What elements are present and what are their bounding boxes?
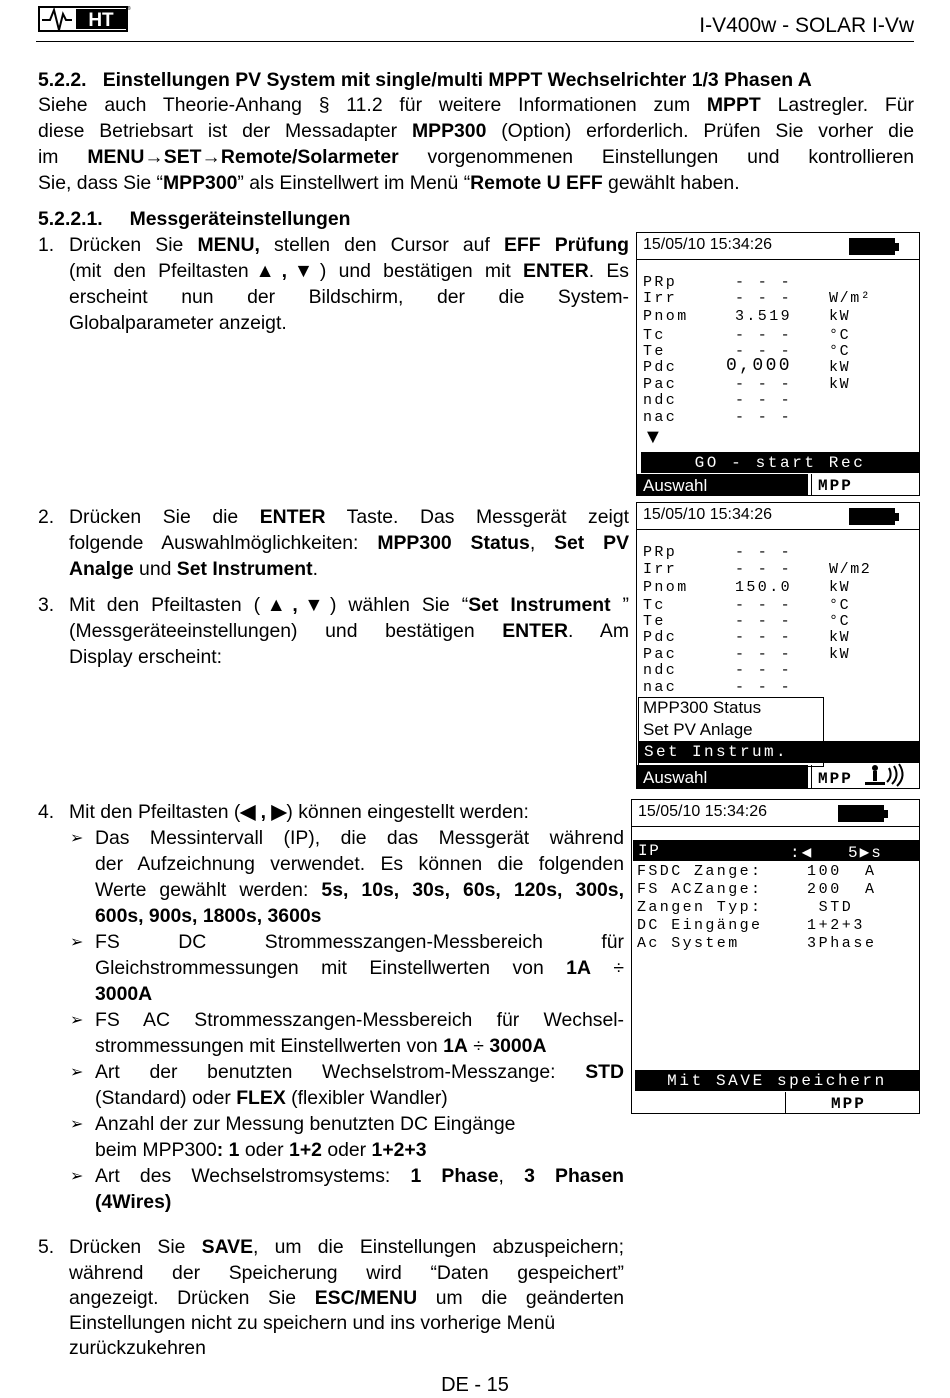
lcd-label: Te bbox=[643, 613, 666, 630]
bullet-1-line-1: Das Messintervall (IP), die das Messgerät während bbox=[95, 827, 624, 849]
lcd-value: - - - bbox=[734, 409, 792, 426]
setting-label: FS ACZange: bbox=[637, 881, 763, 898]
step-2-line-1: Drücken Sie die ENTER Taste. Das Messgerät zeigt bbox=[69, 506, 629, 528]
softkey-auswahl[interactable] bbox=[637, 474, 808, 496]
bullet-3-line-2: strommessungen mit Einstellwerten von 1A ÷ 3000A bbox=[95, 1035, 547, 1057]
step-2-line-3: Analge und Set Instrument. bbox=[69, 558, 318, 580]
setting-value[interactable]: STD bbox=[807, 899, 854, 916]
lcd-unit: W/m2 bbox=[829, 561, 872, 578]
step-4-line-1: Mit den Pfeiltasten (◀ , ▶) können eingestellt werden: bbox=[69, 801, 529, 823]
bullet-2-line-1: FS DC Strommesszangen-Messbereich für bbox=[95, 931, 624, 953]
setting-label: Zangen Typ: bbox=[637, 899, 763, 916]
bullet-2-line-2: Gleichstrommessungen mit Einstellwerten von 1A ÷ bbox=[95, 957, 625, 979]
intro-line-3: im MENU→SET→Remote/Solarmeter vorgenommenen Einstellungen und kontrollieren bbox=[38, 146, 914, 168]
lcd-label: Pac bbox=[643, 646, 678, 663]
intro-line-4: Sie, dass Sie “MPP300” als Einstellwert im Menü “Remote U EFF gewählt haben. bbox=[38, 172, 740, 194]
scroll-down-arrow-icon: ▼ bbox=[643, 426, 663, 448]
softkey-label: MPP bbox=[818, 770, 853, 788]
lcd-unit: °C bbox=[829, 343, 851, 360]
logo-text: HT bbox=[88, 10, 114, 31]
bullet-2-line-3: 3000A bbox=[95, 983, 153, 1005]
ip-label: IP bbox=[638, 842, 661, 860]
status-text: Mit SAVE speichern bbox=[667, 1072, 887, 1090]
lcd-label: Pnom bbox=[643, 308, 689, 325]
lcd-label: ndc bbox=[643, 392, 678, 409]
softkey-label: Auswahl bbox=[643, 768, 708, 787]
menu-item-label: Set Instrum. bbox=[644, 743, 789, 761]
step-5-line-1: Drücken Sie SAVE, um die Einstellungen abzuspeichern; bbox=[69, 1236, 624, 1258]
lcd-value: - - - bbox=[734, 376, 792, 393]
step-1-line-4: Globalparameter anzeigt. bbox=[69, 312, 287, 334]
lcd-label: PRp bbox=[643, 544, 678, 561]
lcd-label: Te bbox=[643, 343, 666, 360]
step-3-line-1: Mit den Pfeiltasten (▲,▼) wählen Sie “Set Instrument ” bbox=[69, 594, 629, 616]
lcd-value: - - - bbox=[734, 597, 792, 614]
lcd-value: - - - bbox=[734, 662, 792, 679]
step-5-line-3: angezeigt. Drücken Sie ESC/MENU um die geänderten bbox=[69, 1287, 625, 1309]
setting-label: DC Eingänge bbox=[637, 917, 763, 934]
step-1-number: 1. bbox=[38, 234, 55, 256]
lcd-unit: °C bbox=[829, 613, 851, 630]
status-bar bbox=[641, 452, 919, 473]
step-1-line-1: Drücken Sie MENU, stellen den Cursor auf EFF Prüfung bbox=[69, 234, 630, 256]
softkey-mpp[interactable]: MPP bbox=[785, 1092, 921, 1114]
lcd-value: 150.0 bbox=[734, 579, 792, 596]
step-1-line-2: (mit den Pfeiltasten▲,▼) und bestätigen mit ENTER. Es bbox=[69, 260, 629, 282]
bullet-6-line-1: Art des Wechselstromsystems: 1 Phase, 3 Phasen bbox=[95, 1165, 624, 1187]
lcd-label: Pdc bbox=[643, 629, 678, 646]
lcd-value: - - - bbox=[734, 613, 792, 630]
datetime: 15/05/10 15:34:26 bbox=[643, 506, 773, 523]
intro-line-1: Siehe auch Theorie-Anhang § 11.2 für weitere Informationen zum MPPT Lastregler. Für bbox=[38, 94, 914, 116]
softkey-auswahl[interactable] bbox=[637, 765, 808, 789]
ip-interval-selector[interactable] bbox=[633, 840, 919, 861]
lcd-value: - - - bbox=[734, 327, 792, 344]
lcd-label: Irr bbox=[643, 561, 678, 578]
lcd-unit: °C bbox=[829, 327, 851, 344]
subsection-heading: 5.2.2.1. Messgeräteinstellungen bbox=[38, 208, 351, 230]
ht-logo bbox=[38, 4, 130, 34]
setting-value[interactable]: 1+2+3 bbox=[807, 917, 866, 934]
header-divider bbox=[36, 41, 914, 42]
lcd-value: - - - bbox=[734, 646, 792, 663]
bullet-4-line-2: (Standard) oder FLEX (flexibler Wandler) bbox=[95, 1087, 448, 1109]
step-5-number: 5. bbox=[38, 1236, 55, 1258]
lcd-screen-3 bbox=[631, 799, 920, 1114]
bullet-5-line-1: Anzahl der zur Messung benutzten DC Eingänge bbox=[95, 1113, 516, 1135]
step-2-line-2: folgende Auswahlmöglichkeiten: MPP300 Status, Set PV bbox=[69, 532, 630, 554]
lcd-value: - - - bbox=[734, 629, 792, 646]
lcd-value: - - - bbox=[734, 561, 792, 578]
lcd-unit: kW bbox=[829, 308, 851, 325]
lcd-value: - - - bbox=[734, 679, 792, 696]
battery-icon bbox=[849, 238, 895, 255]
bullet-icon: ➢ bbox=[70, 830, 84, 847]
lcd-value: - - - bbox=[734, 392, 792, 409]
section-heading: 5.2.2. Einstellungen PV System mit single/multi MPPT Wechselrichter 1/3 Phasen A bbox=[38, 69, 812, 91]
lcd-label: Irr bbox=[643, 290, 678, 307]
step-5-line-2: während der Speicherung wird “Daten gespeichert” bbox=[69, 1262, 624, 1284]
status-bar bbox=[635, 1070, 919, 1091]
lcd-value: - - - bbox=[734, 274, 792, 291]
status-text: GO - start Rec bbox=[694, 454, 866, 472]
lcd-value: 0,000 bbox=[725, 356, 792, 376]
lcd-screen-1 bbox=[636, 232, 920, 496]
lcd-label: ndc bbox=[643, 662, 678, 679]
step-3-line-3: Display erscheint: bbox=[69, 646, 223, 668]
bullet-icon: ➢ bbox=[70, 1012, 84, 1029]
datetime: 15/05/10 15:34:26 bbox=[638, 803, 768, 820]
softkey-label: Auswahl bbox=[643, 476, 708, 495]
lcd-unit: kW bbox=[829, 629, 851, 646]
lcd-unit: kW bbox=[829, 359, 851, 376]
lcd-value: - - - bbox=[734, 290, 792, 307]
step-1-line-3: erscheint nun der Bildschirm, der die System- bbox=[69, 286, 629, 308]
intro-line-2: diese Betriebsart ist der Messadapter MPP300 (Option) erforderlich. Prüfen Sie vorher die bbox=[38, 120, 914, 142]
menu-item-mpp300-status[interactable]: MPP300 Status bbox=[643, 698, 762, 717]
lcd-label: nac bbox=[643, 409, 678, 426]
bullet-icon: ➢ bbox=[70, 934, 84, 951]
document-title: I-V400w - SOLAR I-Vw bbox=[699, 14, 914, 37]
lcd-divider bbox=[637, 529, 919, 530]
lcd-label: Pac bbox=[643, 376, 678, 393]
lcd-divider bbox=[632, 826, 919, 827]
battery-icon bbox=[849, 508, 895, 525]
lcd-label: Pdc bbox=[643, 359, 678, 376]
lcd-value: 3.519 bbox=[734, 308, 792, 325]
arrow-right-icon: → bbox=[144, 146, 164, 168]
lcd-label: nac bbox=[643, 679, 678, 696]
step-2-number: 2. bbox=[38, 506, 55, 528]
setting-value[interactable]: 200 A bbox=[807, 881, 877, 898]
lcd-unit: kW bbox=[829, 376, 851, 393]
step-4-number: 4. bbox=[38, 801, 55, 823]
bullet-1-line-2: der Aufzeichnung verwendet. Es können die folgenden bbox=[95, 853, 624, 875]
bullet-icon: ➢ bbox=[70, 1064, 84, 1081]
page-number: DE - 15 bbox=[441, 1374, 509, 1396]
lcd-screen-2 bbox=[636, 502, 920, 789]
bullet-3-line-1: FS AC Strommesszangen-Messbereich für Wechsel- bbox=[95, 1009, 624, 1031]
lcd-divider bbox=[637, 259, 919, 260]
lcd-unit: W/m² bbox=[829, 290, 872, 307]
bullet-1-line-3: Werte gewählt werden: 5s, 10s, 30s, 60s, 120s, 300s, bbox=[95, 879, 624, 901]
lcd-unit: °C bbox=[829, 597, 851, 614]
setting-value[interactable]: 3Phase bbox=[807, 935, 877, 952]
lcd-unit: kW bbox=[829, 646, 851, 663]
lcd-label: PRp bbox=[643, 274, 678, 291]
lcd-label: Tc bbox=[643, 597, 666, 614]
menu-item-set-instrument[interactable] bbox=[638, 741, 919, 763]
remote-unit-signal-icon bbox=[861, 764, 909, 788]
bullet-icon: ➢ bbox=[70, 1168, 84, 1185]
step-5-line-5: zurückzukehren bbox=[69, 1337, 206, 1359]
softkey-mpp[interactable]: MPP bbox=[811, 474, 921, 496]
bullet-4-line-1: Art der benutzten Wechselstrom-Messzange: STD bbox=[95, 1061, 624, 1083]
menu-item-set-pv-anlage[interactable]: Set PV Anlage bbox=[643, 720, 753, 739]
bullet-6-line-2: (4Wires) bbox=[95, 1191, 172, 1213]
setting-label: Ac System bbox=[637, 935, 740, 952]
bullet-5-line-2: beim MPP300: 1 oder 1+2 oder 1+2+3 bbox=[95, 1139, 427, 1161]
step-3-number: 3. bbox=[38, 594, 55, 616]
step-3-line-2: (Messgeräteeinstellungen) und bestätigen ENTER. Am bbox=[69, 620, 629, 642]
svg-text:®: ® bbox=[127, 6, 131, 12]
lcd-value: - - - bbox=[734, 343, 792, 360]
lcd-label: Tc bbox=[643, 327, 666, 344]
battery-icon bbox=[838, 805, 884, 822]
setting-value[interactable]: 100 A bbox=[807, 863, 877, 880]
datetime: 15/05/10 15:34:26 bbox=[643, 236, 773, 253]
bullet-icon: ➢ bbox=[70, 1116, 84, 1133]
lcd-label: Pnom bbox=[643, 579, 689, 596]
lcd-value: - - - bbox=[734, 544, 792, 561]
setting-label: FSDC Zange: bbox=[637, 863, 763, 880]
bullet-1-line-4: 600s, 900s, 1800s, 3600s bbox=[95, 905, 322, 927]
step-5-line-4: Einstellungen nicht zu speichern und ins vorherige Menü bbox=[69, 1312, 556, 1334]
arrow-right-icon: → bbox=[201, 146, 221, 168]
lcd-unit: kW bbox=[829, 579, 851, 596]
ip-value: :◀ 5▶s bbox=[790, 844, 883, 862]
